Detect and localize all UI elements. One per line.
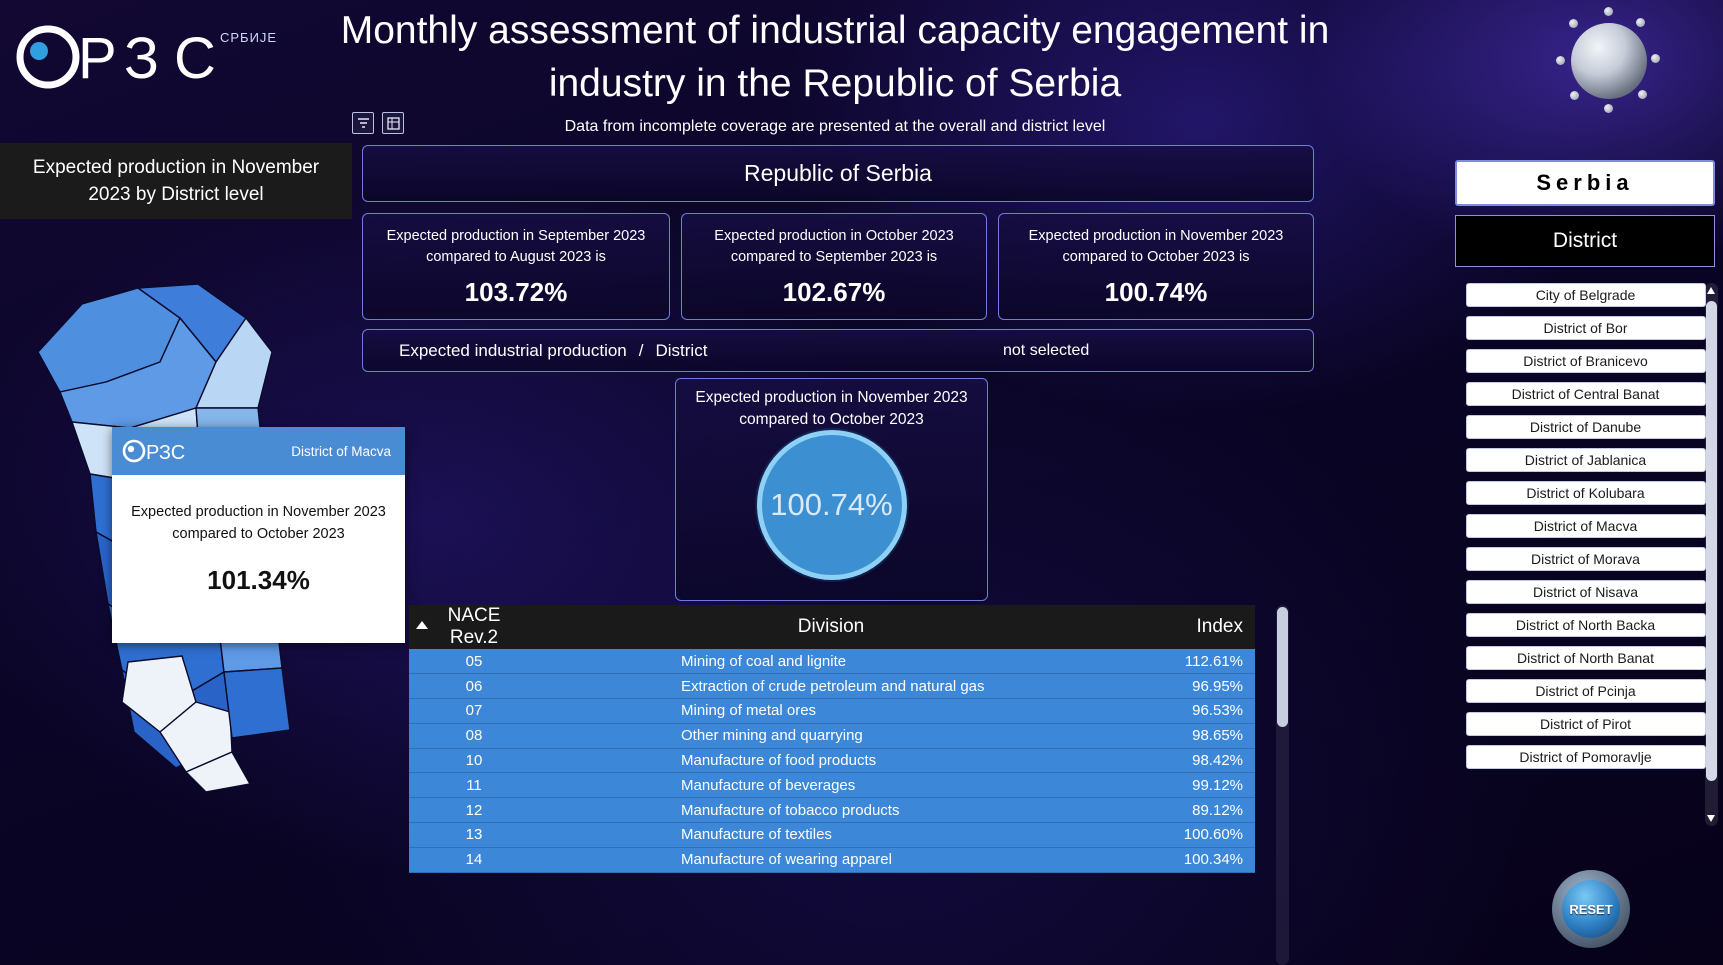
reset-button[interactable]	[1552, 870, 1630, 948]
cell-division: Extraction of crude petroleum and natural gas	[539, 674, 1123, 699]
rzs-logo-icon-small	[122, 438, 208, 464]
breadcrumb-level-2[interactable]: District	[655, 340, 708, 360]
kpi-card-october	[681, 213, 987, 320]
tooltip-body	[112, 475, 405, 596]
cell-nace: 14	[409, 847, 539, 872]
filter-icon[interactable]	[352, 112, 374, 134]
cell-division: Manufacture of food products	[539, 748, 1123, 773]
table-row[interactable]	[409, 723, 1255, 748]
district-list-item[interactable]: District of Kolubara	[1466, 481, 1706, 505]
cell-index: 112.61%	[1123, 649, 1255, 674]
district-list[interactable]	[1448, 283, 1723, 826]
region-card[interactable]: Republic of Serbia	[362, 145, 1314, 202]
division-table[interactable]	[409, 605, 1281, 965]
table-scrollbar-thumb[interactable]	[1277, 607, 1288, 727]
kpi-value: 102.67%	[782, 276, 886, 307]
cell-nace: 08	[409, 723, 539, 748]
table-row[interactable]	[409, 798, 1255, 823]
district-list-item[interactable]: District of Pirot	[1466, 712, 1706, 736]
svg-text:З: З	[124, 26, 160, 91]
chart-toolbar[interactable]	[352, 112, 404, 134]
table-header-row	[409, 605, 1255, 649]
breadcrumb-selection: not selected	[1003, 341, 1090, 359]
country-filter-button[interactable]: Serbia	[1455, 160, 1715, 206]
cell-index: 96.95%	[1123, 674, 1255, 699]
district-list-item[interactable]: District of Nisava	[1466, 580, 1706, 604]
district-list-item[interactable]: District of Macva	[1466, 514, 1706, 538]
cell-index: 100.60%	[1123, 823, 1255, 848]
svg-text:Р: Р	[78, 26, 117, 91]
table-row[interactable]	[409, 699, 1255, 724]
district-list-item[interactable]: District of Pomoravlje	[1466, 745, 1706, 769]
table-row[interactable]	[409, 823, 1255, 848]
gauge-card	[675, 378, 988, 601]
district-list-item[interactable]: District of North Backa	[1466, 613, 1706, 637]
svg-text:РЗС: РЗС	[146, 442, 186, 464]
table-row[interactable]	[409, 748, 1255, 773]
gauge-value: 100.74%	[770, 487, 893, 522]
table-row[interactable]	[409, 674, 1255, 699]
district-scrollbar-thumb[interactable]	[1706, 301, 1717, 781]
logo-subtitle: СРБИЈЕ	[220, 30, 278, 45]
scroll-down-icon[interactable]	[1707, 815, 1715, 822]
tooltip-header	[112, 427, 405, 475]
page-subtitle: Data from incomplete coverage are presented at the overall and district level	[564, 118, 1106, 135]
cell-index: 96.53%	[1123, 699, 1255, 724]
focus-mode-icon[interactable]	[382, 112, 404, 134]
district-list-item[interactable]: City of Belgrade	[1466, 283, 1706, 307]
kpi-label: Expected production in November 2023 compared to October 2023 is	[1028, 227, 1284, 265]
scroll-up-icon[interactable]	[1707, 287, 1715, 294]
district-list-item[interactable]: District of Pcinja	[1466, 679, 1706, 703]
cell-division: Manufacture of beverages	[539, 773, 1123, 798]
cell-index: 99.12%	[1123, 773, 1255, 798]
cell-nace: 06	[409, 674, 539, 699]
column-label: NACE Rev.2	[447, 605, 501, 648]
breadcrumb[interactable]	[362, 329, 1314, 372]
kpi-card-november	[998, 213, 1314, 320]
kpi-value: 100.74%	[1104, 276, 1208, 307]
gauge-chart	[752, 440, 912, 570]
cell-nace: 05	[409, 649, 539, 674]
cell-nace: 12	[409, 798, 539, 823]
kpi-value: 103.72%	[464, 276, 568, 307]
kpi-label: Expected production in September 2023 compared to August 2023 is	[386, 227, 646, 265]
column-header-division[interactable]: Division	[539, 605, 1123, 649]
kpi-label: Expected production in October 2023 compared to September 2023 is	[714, 227, 954, 265]
breadcrumb-separator: /	[638, 340, 644, 360]
left-panel-title: Expected production in November 2023 by District level	[0, 143, 352, 219]
tooltip-title: District of Macva	[291, 443, 391, 459]
kpi-card-september	[362, 213, 670, 320]
district-list-item[interactable]: District of Central Banat	[1466, 382, 1706, 406]
breadcrumb-level-1[interactable]: Expected industrial production	[399, 340, 627, 360]
district-list-item[interactable]: District of Morava	[1466, 547, 1706, 571]
table-row[interactable]	[409, 773, 1255, 798]
app-logo	[8, 8, 298, 100]
cell-index: 89.12%	[1123, 798, 1255, 823]
district-list-item[interactable]: District of Branicevo	[1466, 349, 1706, 373]
svg-text:С: С	[174, 26, 216, 91]
cell-nace: 13	[409, 823, 539, 848]
table-row[interactable]	[409, 847, 1255, 872]
cell-nace: 11	[409, 773, 539, 798]
cell-nace: 07	[409, 699, 539, 724]
table-row[interactable]	[409, 649, 1255, 674]
cell-division: Other mining and quarrying	[539, 723, 1123, 748]
cell-division: Manufacture of tobacco products	[539, 798, 1123, 823]
map-tooltip	[112, 427, 405, 643]
district-list-item[interactable]: District of Danube	[1466, 415, 1706, 439]
cell-division: Manufacture of textiles	[539, 823, 1123, 848]
sort-ascending-icon	[416, 621, 428, 629]
cell-index: 98.65%	[1123, 723, 1255, 748]
table-scrollbar[interactable]	[1276, 605, 1289, 965]
page-title: Monthly assessment of industrial capacity engagement in industry in the Republic of Serbia	[340, 9, 1330, 105]
reset-button-label[interactable]: RESET	[1562, 880, 1620, 938]
cell-index: 98.42%	[1123, 748, 1255, 773]
tooltip-value: 101.34%	[207, 565, 310, 595]
cell-division: Manufacture of wearing apparel	[539, 847, 1123, 872]
coronavirus-icon	[1554, 6, 1664, 116]
district-list-item[interactable]: District of North Banat	[1466, 646, 1706, 670]
district-list-item[interactable]: District of Jablanica	[1466, 448, 1706, 472]
column-header-index[interactable]: Index	[1123, 605, 1255, 649]
cell-division: Mining of coal and lignite	[539, 649, 1123, 674]
cell-nace: 10	[409, 748, 539, 773]
district-list-scrollbar[interactable]	[1705, 283, 1718, 826]
gauge-label: Expected production in November 2023 compared to October 2023	[695, 389, 968, 428]
tooltip-label: Expected production in November 2023 compared to October 2023	[131, 504, 386, 542]
cell-division: Mining of metal ores	[539, 699, 1123, 724]
district-list-item[interactable]: District of Bor	[1466, 316, 1706, 340]
cell-index: 100.34%	[1123, 847, 1255, 872]
level-filter-district[interactable]: District	[1455, 215, 1715, 267]
column-header-nace[interactable]	[409, 605, 539, 649]
